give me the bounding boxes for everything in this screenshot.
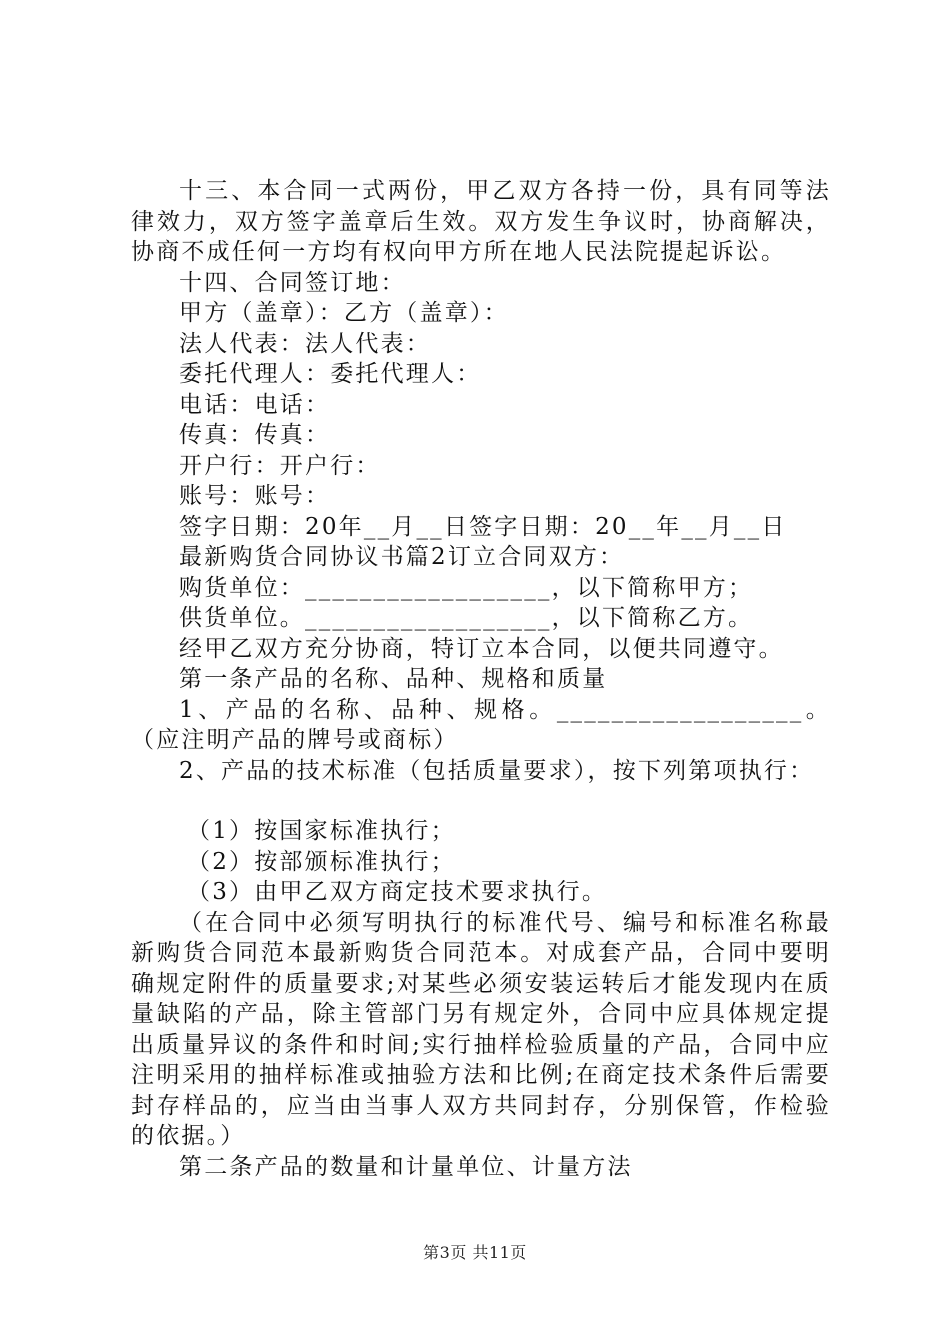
bank-line: 开户行：开户行： xyxy=(179,452,381,479)
buyer-line: 购货单位：__________________，以下简称甲方； xyxy=(179,574,754,601)
option-1-line: （1）按国家标准执行； xyxy=(187,818,456,844)
option-2-line: （2）按部颁标准执行； xyxy=(187,848,456,875)
page-footer: 第3页 共11页 xyxy=(423,1243,527,1262)
technical-standard-line: 2、产品的技术标准（包括质量要求），按下列第项执行： xyxy=(179,757,815,784)
document-body xyxy=(131,176,831,1182)
agreement-line: 经甲乙双方充分协商，特订立本合同，以便共同遵守。 xyxy=(179,635,784,662)
supplier-line: 供货单位。__________________，以下简称乙方。 xyxy=(179,605,754,631)
fax-line: 传真：传真： xyxy=(179,422,331,448)
section-2-heading: 最新购货合同协议书篇2订立合同双方： xyxy=(179,544,625,570)
agent-line: 委托代理人：委托代理人： xyxy=(179,361,482,387)
sign-date-line: 签字日期：20年__月__日签字日期：20__年__月__日 xyxy=(179,513,787,540)
option-3-line: （3）由甲乙双方商定技术要求执行。 xyxy=(187,879,608,905)
legal-rep-line: 法人代表：法人代表： xyxy=(179,330,431,357)
clause-13-paragraph: 十三、本合同一式两份，甲乙双方各持一份，具有同等法律效力，双方签字盖章后生效。双方发生争议时，协商解决，协商不成任何一方均有权向甲方所在地人民法院提起诉讼。 xyxy=(131,178,831,265)
product-name-paragraph: 1、产品的名称、品种、规格。__________________。（应注明产品的牌号或商标） xyxy=(131,696,831,753)
standard-note-paragraph: （在合同中必须写明执行的标准代号、编号和标准名称最新购货合同范本最新购货合同范本。对成套产品，合同中要明确规定附件的质量要求;对某些必须安装运转后才能发现内在质量缺陷的产品，除主管部门另有规定外，合同中应具体规定提出质量异议的条件和时间;实行抽样检验质量的产品，合同中应注明采用的抽样标准或抽验方法和比例;在商定技术条件后需要封存样品的，应当由当事人双方共同封存，分别保管，作检验的依据。） xyxy=(131,909,831,1149)
blank-gap xyxy=(131,786,831,816)
clause-14-heading: 十四、合同签订地： xyxy=(179,269,406,296)
phone-line: 电话：电话： xyxy=(179,391,331,418)
article-1-heading: 第一条产品的名称、品种、规格和质量 xyxy=(179,666,608,692)
article-2-heading: 第二条产品的数量和计量单位、计量方法 xyxy=(179,1153,633,1180)
seal-line: 甲方（盖章）：乙方（盖章）： xyxy=(179,300,509,326)
account-line: 账号：账号： xyxy=(179,483,331,509)
